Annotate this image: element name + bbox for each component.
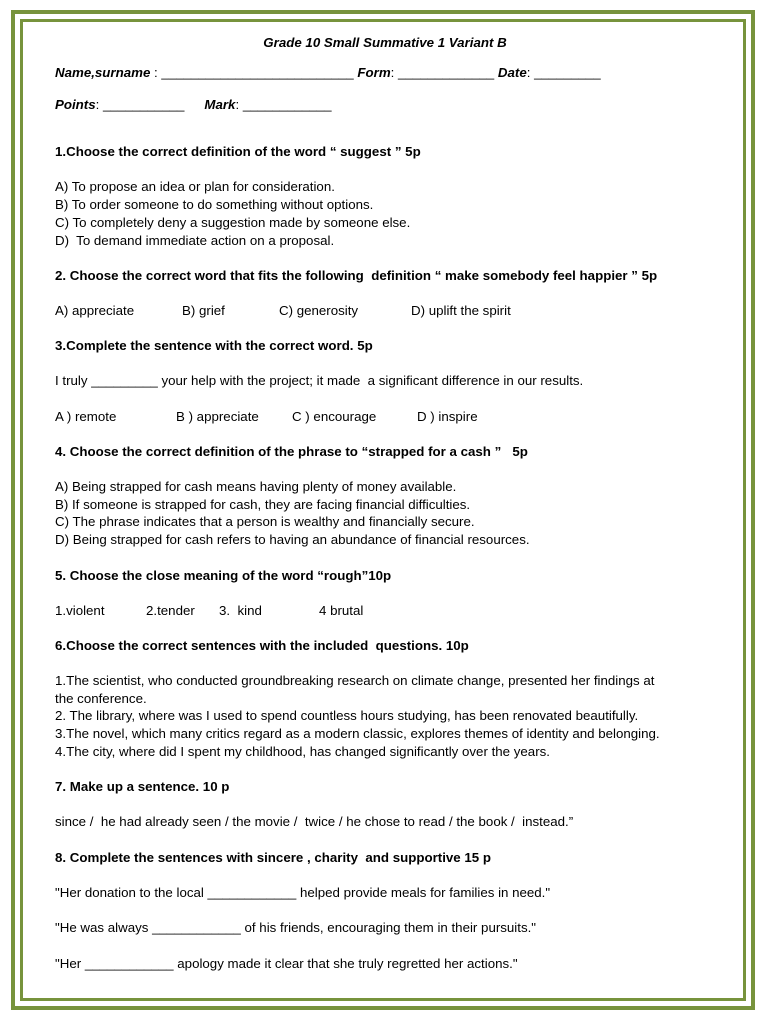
question-3-option: B ) appreciate [176,409,259,424]
points-label: Points [55,97,96,112]
question-1-option: D) To demand immediate action on a proposal. [55,233,335,248]
question-4-option: B) If someone is strapped for cash, they are facing financial difficulties. [55,497,471,512]
question-1-option: A) To propose an idea or plan for consideration. [55,179,335,194]
question-7-title: 7. Make up a sentence. 10 p [55,779,230,794]
question-3-option: A ) remote [55,409,117,424]
worksheet-title: Grade 10 Small Summative 1 Variant B [263,35,507,50]
question-1-option: B) To order someone to do something without options. [55,197,374,212]
date-label: Date [497,65,527,80]
question-5-option: 1.violent [55,603,105,618]
mark-label: Mark [204,97,236,112]
question-6-line: 2. The library, where was I used to spend countless hours studying, has been renovated beautifully. [55,708,639,723]
question-5-option: 3. kind [219,603,262,618]
question-7-words: since / he had already seen / the movie / twice / he chose to read / the book / instead.” [55,814,574,829]
question-2-title: 2. Choose the correct word that fits the following definition “ make somebody feel happier ” 5p [55,268,658,283]
form-label: Form [357,65,391,80]
question-2-option: C) generosity [279,303,359,318]
question-2-option: A) appreciate [55,303,135,318]
date-blank: : _________ [526,65,601,80]
question-1-title: 1.Choose the correct definition of the word “ suggest ” 5p [55,144,421,159]
question-4-option: D) Being strapped for cash refers to having an abundance of financial resources. [55,532,530,547]
question-6-line: 3.The novel, which many critics regard as a modern classic, explores themes of identity and belonging. [55,726,660,741]
points-mark-line [55,96,332,114]
question-6-line: 1.The scientist, who conducted groundbreaking research on climate change, presented her findings at [55,673,655,688]
question-3-option: C ) encourage [292,409,377,424]
points-blank: : ___________ [95,97,185,112]
name-form-date-line [55,64,601,82]
question-1-option: C) To completely deny a suggestion made by someone else. [55,215,411,230]
question-2-option: B) grief [182,303,225,318]
question-5-title: 5. Choose the close meaning of the word “rough”10p [55,568,392,583]
question-4-option: A) Being strapped for cash means having plenty of money available. [55,479,457,494]
form-blank: : _____________ [390,65,498,80]
question-6-title: 6.Choose the correct sentences with the included questions. 10p [55,638,469,653]
name-label: Name,surname [55,65,151,80]
question-8-sentence: "Her donation to the local ____________ helped provide meals for families in need." [55,885,551,900]
name-blank: : __________________________ [150,65,358,80]
question-5-option: 4 brutal [319,603,364,618]
mark-blank: : ____________ [235,97,332,112]
question-3-option: D ) inspire [417,409,478,424]
question-6-line: the conference. [55,691,147,706]
question-3-title: 3.Complete the sentence with the correct word. 5p [55,338,373,353]
question-8-sentence: "Her ____________ apology made it clear that she truly regretted her actions." [55,956,518,971]
question-4-title: 4. Choose the correct definition of the phrase to “strapped for a cash ” 5p [55,444,528,459]
question-5-option: 2.tender [146,603,195,618]
question-3-sentence: I truly _________ your help with the project; it made a significant difference in our results. [55,373,584,388]
question-4-option: C) The phrase indicates that a person is wealthy and financially secure. [55,514,475,529]
question-8-title: 8. Complete the sentences with sincere , charity and supportive 15 p [55,850,491,865]
question-2-option: D) uplift the spirit [411,303,511,318]
question-6-line: 4.The city, where did I spent my childhood, has changed significantly over the years. [55,744,550,759]
question-8-sentence: "He was always ____________ of his friends, encouraging them in their pursuits." [55,920,537,935]
